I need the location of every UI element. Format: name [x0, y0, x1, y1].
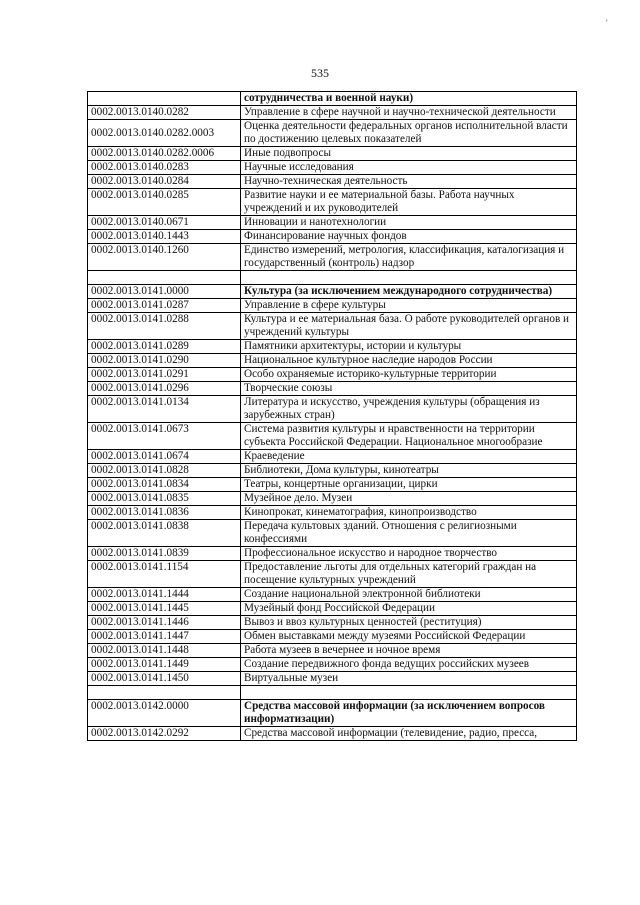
code-cell: 0002.0013.0141.1447 [88, 630, 241, 644]
description-cell: Особо охраняемые историко-культурные территории [241, 368, 577, 382]
code-cell: 0002.0013.0141.0673 [88, 423, 241, 450]
code-cell: 0002.0013.0140.1260 [88, 244, 241, 271]
page-number: 535 [311, 66, 329, 80]
code-cell: 0002.0013.0140.1443 [88, 230, 241, 244]
code-cell: 0002.0013.0141.0296 [88, 382, 241, 396]
table-row [88, 686, 577, 700]
description-cell: Создание национальной электронной библиотеки [241, 588, 577, 602]
code-cell [88, 92, 241, 106]
description-cell: Развитие науки и ее материальной базы. Работа научных учреждений и их руководителей [241, 189, 577, 216]
table-row [88, 423, 577, 450]
description-cell: Профессиональное искусство и народное творчество [241, 547, 577, 561]
code-cell: 0002.0013.0141.0674 [88, 450, 241, 464]
table-row [88, 396, 577, 423]
description-cell: Работа музеев в вечернее и ночное время [241, 644, 577, 658]
table-row [88, 92, 577, 106]
description-cell [241, 686, 577, 700]
table-row [88, 106, 577, 120]
table-row [88, 120, 577, 147]
description-cell: Иные подвопросы [241, 147, 577, 161]
code-cell: 0002.0013.0140.0282 [88, 106, 241, 120]
code-cell: 0002.0013.0141.0828 [88, 464, 241, 478]
code-cell: 0002.0013.0141.0834 [88, 478, 241, 492]
description-cell: Памятники архитектуры, истории и культуры [241, 340, 577, 354]
code-cell: 0002.0013.0141.1446 [88, 616, 241, 630]
code-cell: 0002.0013.0141.0287 [88, 299, 241, 313]
code-cell: 0002.0013.0141.0289 [88, 340, 241, 354]
section-heading: Средства массовой информации (за исключением вопросов информатизации) [241, 700, 577, 727]
code-cell: 0002.0013.0141.0838 [88, 520, 241, 547]
code-cell: 0002.0013.0141.1445 [88, 602, 241, 616]
code-cell: 0002.0013.0142.0292 [88, 727, 241, 741]
description-cell: Виртуальные музеи [241, 672, 577, 686]
table-row [88, 354, 577, 368]
code-cell: 0002.0013.0141.1448 [88, 644, 241, 658]
description-cell: Единство измерений, метрология, классификация, каталогизация и государственный (контроль) надзор [241, 244, 577, 271]
description-cell: Литература и искусство, учреждения культуры (обращения из зарубежных стран) [241, 396, 577, 423]
classifier-table [87, 91, 577, 741]
code-cell: 0002.0013.0141.0836 [88, 506, 241, 520]
description-cell: Предоставление льготы для отдельных категорий граждан на посещение культурных учреждений [241, 561, 577, 588]
table-row [88, 216, 577, 230]
code-cell: 0002.0013.0141.1444 [88, 588, 241, 602]
description-cell: сотрудничества и военной науки) [241, 92, 577, 106]
corner-mark: ' [606, 18, 608, 28]
code-cell [88, 271, 241, 285]
code-cell: 0002.0013.0141.1450 [88, 672, 241, 686]
table-row [88, 161, 577, 175]
description-cell: Обмен выставками между музеями Российской Федерации [241, 630, 577, 644]
table-row [88, 271, 577, 285]
description-cell: Передача культовых зданий. Отношения с религиозными конфессиями [241, 520, 577, 547]
table-row [88, 644, 577, 658]
table-row [88, 382, 577, 396]
table-row [88, 727, 577, 741]
code-cell: 0002.0013.0141.0291 [88, 368, 241, 382]
table-row [88, 175, 577, 189]
code-cell: 0002.0013.0141.0835 [88, 492, 241, 506]
table-row [88, 340, 577, 354]
description-cell: Культура и ее материальная база. О работе руководителей органов и учреждений культуры [241, 313, 577, 340]
classifier-table-body [88, 92, 577, 741]
table-row [88, 478, 577, 492]
description-cell: Оценка деятельности федеральных органов исполнительной власти по достижению целевых показателей [241, 120, 577, 147]
table-row [88, 464, 577, 478]
description-cell: Научно-техническая деятельность [241, 175, 577, 189]
table-row [88, 700, 577, 727]
description-cell: Музейный фонд Российской Федерации [241, 602, 577, 616]
description-cell: Библиотеки, Дома культуры, кинотеатры [241, 464, 577, 478]
description-cell: Инновации и нанотехнологии [241, 216, 577, 230]
description-cell [241, 271, 577, 285]
table-row [88, 230, 577, 244]
code-cell: 0002.0013.0140.0283 [88, 161, 241, 175]
code-cell: 0002.0013.0140.0282.0006 [88, 147, 241, 161]
code-cell: 0002.0013.0141.0288 [88, 313, 241, 340]
description-cell: Научные исследования [241, 161, 577, 175]
code-cell: 0002.0013.0141.1154 [88, 561, 241, 588]
code-cell: 0002.0013.0140.0671 [88, 216, 241, 230]
table-row [88, 189, 577, 216]
code-cell: 0002.0013.0141.1449 [88, 658, 241, 672]
description-cell: Финансирование научных фондов [241, 230, 577, 244]
description-cell: Управление в сфере научной и научно-технической деятельности [241, 106, 577, 120]
table-row [88, 630, 577, 644]
table-row [88, 547, 577, 561]
table-row [88, 147, 577, 161]
description-cell: Управление в сфере культуры [241, 299, 577, 313]
table-row [88, 506, 577, 520]
code-cell: 0002.0013.0141.0134 [88, 396, 241, 423]
description-cell: Музейное дело. Музеи [241, 492, 577, 506]
description-cell: Система развития культуры и нравственности на территории субъекта Российской Федерации. Национальное многообразие [241, 423, 577, 450]
table-row [88, 588, 577, 602]
description-cell: Краеведение [241, 450, 577, 464]
code-cell: 0002.0013.0142.0000 [88, 700, 241, 727]
code-cell [88, 686, 241, 700]
table-row [88, 616, 577, 630]
code-cell: 0002.0013.0141.0000 [88, 285, 241, 299]
table-row [88, 672, 577, 686]
table-row [88, 450, 577, 464]
table-row [88, 602, 577, 616]
table-row [88, 492, 577, 506]
code-cell: 0002.0013.0141.0290 [88, 354, 241, 368]
description-cell: Вывоз и ввоз культурных ценностей (реституция) [241, 616, 577, 630]
table-row [88, 520, 577, 547]
description-cell: Кинопрокат, кинематография, кинопроизводство [241, 506, 577, 520]
code-cell: 0002.0013.0140.0282.0003 [88, 120, 241, 147]
description-cell: Творческие союзы [241, 382, 577, 396]
description-cell: Средства массовой информации (телевидение, радио, пресса, [241, 727, 577, 741]
table-row [88, 658, 577, 672]
table-row [88, 299, 577, 313]
section-heading: Культура (за исключением международного сотрудничества) [241, 285, 577, 299]
table-row [88, 244, 577, 271]
description-cell: Театры, концертные организации, цирки [241, 478, 577, 492]
table-row [88, 368, 577, 382]
table-row [88, 561, 577, 588]
code-cell: 0002.0013.0140.0284 [88, 175, 241, 189]
description-cell: Национальное культурное наследие народов России [241, 354, 577, 368]
description-cell: Создание передвижного фонда ведущих российских музеев [241, 658, 577, 672]
code-cell: 0002.0013.0141.0839 [88, 547, 241, 561]
table-row [88, 285, 577, 299]
table-row [88, 313, 577, 340]
code-cell: 0002.0013.0140.0285 [88, 189, 241, 216]
